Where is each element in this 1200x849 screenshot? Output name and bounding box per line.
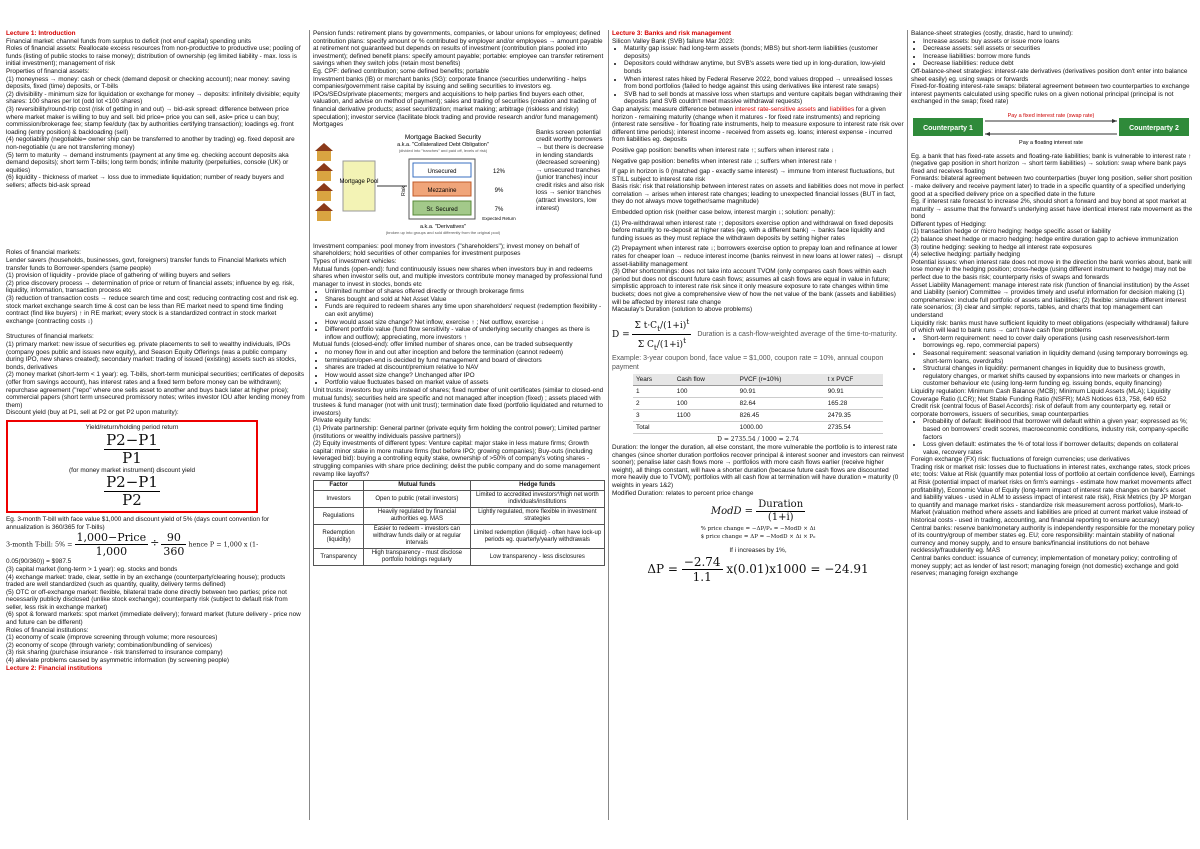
tbill-formula: 3-month T-bill: 5% = $\frac{\text{1,000−Price}}{1,000}$ ÷ $\frac{90}{360}$ hence P = 1,000 x (1- [6,531,259,559]
tbill-result: 0.05(90/360)) = $987.5 [6,558,72,566]
duration-calculation: D = 2735.54 / 1000 = 2.74 [717,436,799,444]
table-header: Factor [314,481,364,491]
trading-risk: Trading risk or market risk: losses due to fluctuations in interest rates, exchange rates, stock prices etc; tools: Value at Risk (quantify max potential loss of portfolio at certain confidence level), Earnings at Risk (potential impact of market risks on firm's earnings - estimate how market movements affect profitability), Economic Value of Equity (long-term impact of interest rate changes on bank's asset and liability values - used in ALM to assess impact of interest rate risk), Risk Metrics (by JP Morgan to quantify and manage market risks - standardize risk measurement across portfolios), Mark-to-Market (valuation method where assets and liabilities are priced at current market value instead of historical costs - used in trading, accounting, and financial reporting to ensure accuracy) [911,463,1195,525]
liquidity-regulation: Liquidity regulation: Minimum Cash Balance (MCB); Minimum Liquid Assets (MLA); Liquidity Coverage Ratio (LCR); Net Stable Funding Ratio (NSFR); MAS Notices 613, 758, 649 652 [911,387,1171,403]
list-item: • Decrease assets: sell assets or securities [923,45,1195,53]
structure-otc-market: (5) OTC or off-exchange market: flexible, bilateral trade done directly between two parties; price not necessarily publicly disclosed (unlike stock exchange); counterparty risk (subject to default risk from seller, less risk in exchange market) [6,588,288,611]
hedging-routine: (3) routine hedging: seeking to hedge all interest rate exposures [911,243,1092,251]
table-cell: 90.91 [737,386,825,398]
private-equity-types: (2) Equity investments of different types: Venture capital: major stake in less mature firms; Growth capital: minor stake in more mature firms (but before IPO; growing companies); Buy-outs (including leveraged bid): buying a controlling equity stake, ownership of >50% of company's voting shares - struggling companies with share price declining; delist the public company and do some management revamp like layoffs? [313,440,601,478]
table-cell: Redemption (liquidity) [314,525,364,549]
price-change-numerator: −2.74 [683,554,721,569]
discount-yield-title: (for money market instrument) discount yield [68,466,196,474]
table-cell: Total [633,422,674,434]
table-cell: Lightly regulated, more flexible in investment strategies [470,508,604,525]
roles-of-financial-assets: Roles of financial assets: Reallocate excess resources from non-productive to productive use; pooling of funds (listing of public stocks to raise money); distribution of ownership (eg limited liability - max. loss is initial investment); management of risk [6,45,301,68]
lecture-3-heading: Lecture 3: Banks and risk management [612,30,731,37]
house-icon [315,163,333,181]
list-item: • termination/open-end is decided by fund management and board of directors [325,357,605,365]
table-cell: 90.91 [825,386,883,398]
roles-fi-risk-sharing: (3) risk sharing (purchase insurance - risk transferred to insurance company) [6,649,223,657]
mbs-title: Mortgage Backed Security [404,133,482,141]
duration-note: Duration is a cash-flow-weighted average of the time-to-maturity. [697,330,898,338]
table-cell: Regulations [314,508,364,525]
mutual-vs-hedge-table [313,480,605,566]
table-row [314,525,605,549]
list-item: • Seasonal requirement: seasonal variation in liquidity demand (using temporary borrowings eg. short-term loans, overdrafts) [923,350,1195,365]
tranche-mezzanine-label: Mezzanine [427,187,457,194]
roles-fi-asymmetric-info: (4) alleviate problems caused by asymmetric information (by screening people) [6,657,230,665]
tbill-rhs: hence P = 1,000 x (1- [188,540,259,549]
mbs-diagram [313,131,533,241]
mbs-subtitle: a.k.a. "Collateralized Debt Obligation" [397,141,489,148]
table-cell: 826.45 [737,410,825,422]
property-divisibility: (2) divisibility - minimum size for liquidation or exchange for money → deposits: infinitely divisible; equity shares: 100 shares per lot (odd lot <100 shares) [6,90,300,106]
mod-duration-numerator: Duration [758,499,804,511]
column-divider [309,30,310,820]
tranche-senior-label: Sr. Secured [426,206,458,213]
swap-diagram [911,108,1191,148]
unit-trusts: Unit trusts: investors buy units instead of shares; fixed number of unit certificates (similar to closed-end mutual funds); securities held are specific and not managed after inception (fixed) ; assets placed with trustees & fund manager (not with unit trust); termination date fixed (portfolio liquidated and returned to investors) [313,387,604,417]
table-cell: 82.64 [737,398,825,410]
gap-text: Gap analysis: measure difference between [612,105,735,113]
table-cell: 100 [674,386,737,398]
price-change-formula [612,555,904,584]
list-item: • Decrease liabilities: reduce debt [923,60,1195,68]
pension-funds: Pension funds: retirement plans by governments, companies, or labour unions for employees; defined contribution plans: specify amount or % contributed by employer and/or employees → amount payable at retirement not guaranteed but depends on results of investment (contribution plans pooled into investment); defined benefit plans: specify amount payable; portable: employee can transfer retirement savings when they switch jobs (retain most benefits) [313,30,604,68]
cpf-example: Eg. CPF: defined contribution; some defined benefits; portable [313,67,490,75]
hedging-transaction: (1) transaction hedge or micro hedging: hedge specific asset or liability [911,228,1111,236]
mutual-funds-open-end: Mutual funds (open-end): fund continuously issues new shares when investors buy in and redeems shares when investor sells out, and multiple investors contribute money managed by professional fund manager to invest in stocks, bonds etc [313,265,603,288]
property-moneyness: (1) moneyness → money: cash or check (demand deposit or checking account); near money: saving deposits, fixed (time) deposits, or T-bills [6,75,290,91]
table-cell [674,422,737,434]
properties-heading: Properties of financial assets: [6,67,90,75]
table-cell: 165.28 [825,398,883,410]
house-icon [315,143,333,161]
table-row [314,508,605,525]
gap-highlight: liabilities [830,105,855,113]
table-header: Hedge funds [470,481,604,491]
roles-fm-liquidity: (1) provision of liquidity - provide place of gathering of willing buyers and sellers [6,272,231,280]
negative-gap: Negative gap position: benefits when interest rate ↓; suffers when interest rate ↑ [612,157,838,165]
duration-example: Example: 3-year coupon bond, face value = $1,000, coupon rate = 10%, annual coupon payment [612,355,884,372]
table-cell: Easier to redeem - investors can withdraw funds daily or at regular intervals [364,525,470,549]
table-header: Years [633,374,674,386]
counterparty-2-label: Counterparty 2 [1129,124,1179,132]
structure-exchange-market: (4) exchange market: trade, clear, settle in by an exchange (counterparty/clearing house); products traded are well standardized (such as quantity, quality, delivery terms defined) [6,573,286,589]
list-item: • Portfolio value fluctuates based on market value of assets [325,379,605,387]
structures-heading: Structures of financial markets: [6,333,94,341]
table-cell: High transparency - must disclose portfolio holdings regularly [364,549,470,566]
private-equity-heading: Private equity funds: [313,417,371,425]
private-equity-partnership: (1) Private partnership: General partner (private equity firm holding the control power); Limited partner (institutions or wealthy individuals passive partners)) [313,424,601,440]
column-divider [608,30,609,820]
fx-risk: Foreign exchange (FX) risk: fluctuations of foreign currencies; use derivatives [911,456,1130,464]
price-change-denominator: 1.1 [692,569,712,584]
table-row [314,491,605,508]
list-item: • Unlimited number of shares offered directly or through brokerage firms [325,288,605,296]
spacer [6,325,305,333]
derivatives-note: (broken up into groups and sold differently from the original pool) [385,229,501,235]
bs-list [911,38,1195,68]
table-header: PVCF (r=10%) [737,374,825,386]
gap-highlight: interest rate-sensitive assets [734,105,816,113]
interest-rate-swaps: Fixed-for-floating interest-rate swaps: bilateral agreement between two counterparties to exchange interest payments calculated using specific rules on a given notional principal (principal is not exchanged in the swap; fixed rate) [911,83,1190,106]
dollar-price-change: $ price change = ΔP = −ModD × Δi × P₀ [700,533,816,540]
table-row [633,398,883,410]
table-header: t x PVCF [825,374,883,386]
closed-end-list [313,349,605,387]
central-banks: Central banks: reserve bank/monetary authority is independently responsible for the monetary policy of its country/group of member states eg. EU; core responsibility: maintain stability of national currency and money supply, and to ensure banks/financial institutions do not behave recklessly/fraudulently eg. MAS [911,524,1195,555]
liquidity-list [911,335,1195,388]
table-cell: Investors [314,491,364,508]
list-item: • Short-term requirement: need to cover daily operations (using cash reserves/short-term borrowings eg. repo, commercial papers) [923,335,1195,350]
list-item: • Increase assets: buy assets or issue more loans [923,38,1195,46]
column-2 [313,30,605,820]
discount-yield-formula: $\frac{P2-P1}{P2}$ [106,473,158,510]
mod-duration-denominator: (1+i) [767,512,794,524]
table-row [314,549,605,566]
other-shortcomings: (3) Other shortcomings: does not take into account TVOM (only compares cash flows within each period but does not discount future cash flows; assumes all cash flows are equal in value in future; simplistic approach to interest rate risk since it only measure exposure to rate changes within time buckets; does not give a comprehensive view of how the net value of the bank (assets and liabilities) will be affected by interest rate change [612,268,896,306]
list-item: • Loss given default: estimates the % of total loss if borrower defaults; depends on collateral value, recovery rates [923,441,1195,456]
structure-capital-market: (3) capital market (long-term > 1 year): eg. stocks and bonds [6,565,178,573]
list-item: • Probability of default: likelihood that borrower will default within a given year; expressed as %; based on borrowers' credit scores, macroeconomic conditions, industry risk, company-specific factors [923,418,1195,441]
table-cell: 1100 [674,410,737,422]
column-3 [612,30,904,820]
table-cell: 3 [633,410,674,422]
table-header: Cash flow [674,374,737,386]
expected-return-label: Expected Return [482,215,516,221]
investment-vehicles-heading: Types of investment vehicles: [313,257,397,265]
structure-money-market: (2) money market (short-term < 1 year): eg. T-bills, short-term municipal securities; certificates of deposits (offer from savings account), has interest rates and a fixed term before money can be withdrawn); repurchase agreement ("repo" where one sells asset to another and buys back later at higher price); commercial papers (short term unsecured promissory notes; writes investor IOU after lending money from them) [6,371,305,409]
list-item: • When interest rates hiked by Federal Reserve 2022, bond values dropped → unrealised losses from bond portfolios (failed to hedge against this using derivatives like interest rate swaps) [624,76,904,91]
table-cell: 2735.54 [825,422,883,434]
tbill-lhs: 3-month T-bill: 5% = [6,540,73,549]
list-item: • Different portfolio value (fund flow sensitivity - value of underlying security changes as there is inflow and outflow); appreciating, more investors ↑ [325,326,605,341]
risk-axis-label: Risk [401,185,407,196]
list-item: • Funds are required to redeem shares any time upon shareholders' request (redemption flexibility - can exit anytime) [325,303,605,318]
liquidity-risk: Liquidity risk: banks must have sufficient liquidity to meet obligations (especially withdrawal) failure of which will lead to bank runs → can't have cash flow problems [911,319,1189,335]
swap-fixed-label: Pay a fixed interest rate (swap rate) [1007,112,1095,119]
column-1 [6,30,305,820]
svb-list [612,45,904,106]
return-senior: 7% [494,206,504,213]
table-cell: 2479.35 [825,410,883,422]
table-header-row [314,481,605,491]
counterparty-1-label: Counterparty 1 [923,124,973,132]
list-item: • Depositors could withdraw anytime, but SVB's assets were tied up in long-duration, low-yield bonds [624,60,904,75]
mbs-subtitle-note: (divided into "tranches" and paid off, levels of risk) [398,147,488,153]
roles-fm-price-discovery: (2) price discovery process → determination of price or return of financial assets; influence by eg. risk, liquidity, information, transaction process etc [6,279,295,295]
gap-analysis [612,106,904,144]
bank-swap-example: Eg. a bank that has fixed-rate assets and floating-rate liabilities; bank is vulnerable to interest rate ↑ (negative gap position in short horizon → short term liabilities) → solution: swap where bank pays fixed and receives floating [911,152,1192,175]
table-cell: Open to public (retail investors) [364,491,470,508]
roles-fi-scope: (2) economy of scope (through variety; combination/bundling of services) [6,641,213,649]
roles-of-financial-markets-heading: Roles of financial markets: [6,249,81,257]
matched-gap: If gap in horizon is 0 (matched gap - exactly same interest) → immune from interest fluctuations, but STILL subject to interest rate risk [612,168,895,183]
forwards-example: Eg. if interest rate forecast to increase 2%, should short a forward and buy bond at spot market at maturity → assume that the forward's underlying asset have identical interest rate movement as the bond [911,198,1193,221]
duration-formula [612,316,904,353]
credit-list [911,418,1195,456]
tbill-numerator: 1,000−Price [76,531,147,545]
embedded-option-risk: Embedded option risk (neither case below, interest margin ↓; solution: penalty): [612,209,836,217]
table-cell: Transparency [314,549,364,566]
price-change-lhs: ΔP = [647,561,678,576]
list-item: • How would asset size change? Unchanged after IPO [325,372,605,380]
table-header-row [633,374,883,386]
duration-table [633,374,883,434]
asset-liability-management: Asset Liability Management: manage interest rate risk (function of financial institution) by the Asset and Liability (senior) Committee → provides timely and useful information for decision making (1) comprehensive: include full portfolio of assets and liabilities; (2) flexible: simulate different interest rate scenarios; (3) clear and simple: reports, tables, and charts that top management can understand [911,281,1190,319]
list-item: • Structural changes in liquidity: permanent changes in liquidity due to business growth, regulatory changes, or market shifts caused by expansions into new markets or changes in customer behaviour etc (using long-term funding eg. issuing bonds, equity financing) [923,365,1195,388]
table-row [633,422,883,434]
table-cell: Heavily regulated by financial authorities eg. MAS [364,508,470,525]
duration-explanation: Duration: the longer the duration, all else constant, the more vulnerable the portfolio is to interest rate changes (since shorter duration portfolios recover principal & interest sooner and investors can reinvest sooner); penalise later cash flows more → portfolios with more cash flows earlier (receive higher weight), all things constant, will have a shorter duration (because future cash flows are discounted more heavily due to TVOM); portfolios with all cash flow at termination will have duration = maturity (0 weights in years 1&2) [612,443,904,489]
potential-issues: Potential issues: when interest rate does not move in the direction the bank worries about, bank will lose money in the hedging position; cross-hedge (using different instrument to hedge) may not be perfect due to the basis risk; counterparty risks of swaps and forwards [911,258,1192,282]
pre-withdrawal: (1) Pre-withdrawal when interest rate ↑; depositors exercise option and withdrawal on fixed deposits before maturity to re-deposit at higher rates (eg. with a different bank) → banks face liquidity and funding issues as they must replace the withdrawn deposits by setting higher rates [612,219,894,242]
spacer [6,189,305,249]
mbs-section [313,129,605,243]
roles-fi-scale: (1) economy of scale (improve screening through volume; more resources) [6,634,218,642]
column-4 [911,30,1195,820]
hedging-selective: (4) selective hedging: partially hedging [911,251,1021,259]
off-balance-sheet: Off-balance-sheet strategies: interest-rate derivatives (derivatives position don't enter into balance sheet easily) eg. using swaps or forwards [911,67,1188,83]
modified-duration: Modified Duration: relates to percent price change [612,489,754,497]
open-end-list [313,288,605,341]
table-cell: Limited to accredited investors*/high net worth individuals/institutions [470,491,604,508]
lecture-2-heading: Lecture 2: Financial institutions [6,664,103,672]
list-item: • Shares bought and sold at Net Asset Value [325,296,605,304]
list-item: • Maturity gap issue: had long-term assets (bonds; MBS) but short-term liabilities (customer deposits) [624,45,904,60]
tbill-example: Eg. 3-month T-bill with face value $1,000 and discount yield of 5% (days count convention for annualization is 360/365 for T-bills) [6,516,270,531]
mortgage-pool-box [343,161,375,211]
mod-duration-lhs: ModD = [710,506,754,518]
basis-risk: Basis risk: risk that relationship between interest rates on assets and liabilities does not move in perfect correlation → arises when interest rate changes; leading to unexpected financial losses (BUT in fact, they do not always move together/same magnitude) [612,183,904,206]
discount-yield-line: Discount yield (buy at P1, sell at P2 or get P2 upon maturity): [6,409,179,417]
mortgage-pool-label: Mortgage Pool [339,178,379,185]
svb-heading: Silicon Valley Bank (SVB) failure Mar 2023: [612,37,735,45]
yield-title: Yield/return/holding period return [85,423,179,431]
investment-banks: Investment banks (IB) or merchant banks (SG): corporate finance (securities underwriting - helps companies/government raise capital by issuing and selling securities to investors eg. IPOs/SEOs/private placements; mergers and acquisitions to help parties find buyers each other, valuation, and advise on method of payment); sales and trading of securities (creation and trading of financial derivative products; asset securitization; market making; arbitrage (riskless and risky) speculation); investor service (facilitate block trading and provide research and/or fund management) [313,75,598,121]
property-negotiability: (4) negotiability (negotiable= owner ship can be transferred to another by trading) eg. fixed deposit are non-negotiable (u are not transferring money) [6,136,295,151]
property-term-to-maturity: (5) term to maturity → demand instruments (payment at any time eg. checking account deposits aka demand deposits); short term T-bills; long term bonds; infinite maturity (perpetuities, console (UK) or equities) [6,151,289,174]
price-change-rhs: x(0.01)x1000 = −24.91 [726,561,869,576]
hedging-heading: Different types of Hedging: [911,220,987,228]
table-cell: 100 [674,398,737,410]
structure-primary-secondary: (1) primary market: new issue of securities eg. private placements to sell to wealthy individuals, IPOs (company goes public and issues new equity), and Season Equity Offerings (was a public company during IPO, new shares created); secondary market: trading of issued (existing) assets such as stocks, bonds, derivatives [6,341,297,371]
tranche-unsecured-label: Unsecured [427,168,457,175]
structure-spot-forward: (6) spot & forward markets: spot market (immediate delivery); forward market (future delivery - price now and future can be different) [6,611,301,627]
swap-floating-label: Pay a floating interest rate [1019,139,1083,146]
hedging-balance-sheet: (2) balance sheet hedge or macro hedging: hedge entire duration gap to achieve immunization [911,236,1179,244]
table-cell: 1 [633,386,674,398]
arrowhead-icon [1112,119,1117,123]
yield-formula-box [6,420,258,513]
list-item: • SVB had to sell bonds at massive loss when startups and venture capitals began withdrawing their deposits (and SVB couldn't meet massive withdrawal requests) [624,91,904,106]
mortgages-label: Mortgages [313,121,344,129]
roles-fm-intro: Lender savers (households, businesses, govt, foreigners) transfer funds to Financial Markets which transfer funds to Borrower-spenders (same people) [6,257,287,272]
table-cell: 1000.00 [737,422,825,434]
credit-risk: Credit risk (central focus of Basel Accords): risk of default from any counterparty eg. retail or corporate borrowers, issuers of securities, swap counterparties [911,403,1171,418]
column-divider [907,30,908,820]
forwards: Forwards: bilateral agreement between two counterparties (buyer long position, seller short position - make delivery and receive payment later) to trade in a specific quantity of a specified underlying good at a specified delivery price on a specified date in the future [911,175,1192,198]
percent-price-change: % price change = −ΔP/P₀ = −ModD × Δi [700,526,816,533]
list-item: • shares are traded at discount/premium relative to NAV [325,364,605,372]
roles-fm-transaction-costs: (3) reduction of transaction costs → reduce search time and cost; reducing contracting cost and risk eg. stock market exchange search time & cost can be less than RE market need to spend time finding contract (find like buyers) ↑ in RE market; every stock is a standardized contract in stock market exchange (contracting costs ↓) [6,295,299,325]
lecture-1-heading: Lecture 1: Introduction [6,30,76,37]
rate-increase-note: If i increases by 1%, [729,547,787,555]
house-icon [315,183,333,201]
central-banks-conduct: Central banks conduct: issuance of currency; implementation of monetary policy; controlling of money supply; act as lender of last resort; managing foreign (not domestic) exchange and gold reserves; managing foreign exchange [911,555,1179,578]
macaulay-duration-heading: Macaulay's Duration (solution to above problems) [612,306,753,314]
tbill-denominator: 1,000 [95,545,128,559]
investment-companies: Investment companies: pool money from investors ("shareholders"); invest money on behalf of shareholders; hold securities of other companies for investment purposes [313,242,580,258]
financial-market-definition: Financial market: channel funds from surplus to deficit (not enuf capital) spending units [6,37,252,45]
property-reversibility: (3) reversibility/round-trip cost (risk of getting in and out) → bid-ask spread: difference between price where market maker is willing to buy and sell. bid price= price you can sell, ask= price u can buy; commission/brokerage fee; stamp fee/duty (tax by authorities certifying transaction); loadings eg. front loading (entry position) & backloading (sell) [6,105,294,136]
gap-text: and [815,105,830,113]
list-item: • no money flow in and out after inception and before the termination (cannot redeem) [325,349,605,357]
duration-equation: D = $\frac{\Sigma t\cdot C_t/(1+i)^t}{\Sigma C_t/(1+i)^t}$ [612,316,690,352]
yield-formula: $\frac{P2-P1}{P1}$ [106,430,158,467]
arrowhead-icon [985,132,990,136]
table-cell: Low transparency - less disclosures [470,549,604,566]
list-item: • How would asset size change? Net inflow, exercise ↑ ; Net outflow, exercise ↓ [325,319,605,327]
mod-duration-formula [612,499,904,524]
positive-gap: Positive gap position: benefits when interest rate ↑; suffers when interest rate ↓ [612,146,835,154]
prepayment: (2) Prepayment when interest rate ↓; borrowers exercise option to prepay loan and refinance at lower rates for cheaper loan → reduce interest income (banks reinvest in new loans at lower rates) → disrupt asset-liability management [612,245,903,268]
derivatives-label: a.k.a. "Derivatives" [419,223,467,230]
table-header: Mutual funds [364,481,470,491]
table-row [633,410,883,422]
tbill-days: 90 [161,531,186,545]
mutual-funds-closed-end: Mutual funds (closed-end): offer limited number of shares once, can be traded subsequently [313,341,573,349]
list-item: • Increase liabilities: borrow more funds [923,53,1195,61]
table-cell: 2 [633,398,674,410]
table-cell: Limited redemption (illiquid) - often have lock-up periods eg. quarterly/yearly withdrawals [470,525,604,549]
tbill-year-days: 360 [163,545,185,559]
roles-fi-heading: Roles of financial institutions: [6,626,89,634]
balance-sheet-strategies: Balance-sheet strategies (costly, drastic, hard to unwind): [911,30,1073,37]
property-liquidity: (6) liquidity - thickness of market → loss due to immediate liquidation; number of ready buyers and sellers; affects bid-ask spread [6,174,284,189]
house-icon [315,203,333,221]
bank-screening-note: Banks screen potential credit worthy borrowers → but there is decrease in lending standards (decreased screening) → unsecured tranches (junior tranches) incur credit risks and also risk loss → senior tranches (attract investors, low interest) [536,128,605,212]
return-mezzanine: 9% [494,187,504,194]
return-unsecured: 12% [492,168,506,175]
table-row [633,386,883,398]
gap-text: for a given horizon - remaining maturity (change when it matures - for fixed rate instruments) and repricing (interest rate sensitive - for floating rate instruments, help to measure exposure to interest rate risk over different time periods); interest income - received from assets eg. loans; interest expense - incurred from liabilities eg. deposits [612,105,904,144]
